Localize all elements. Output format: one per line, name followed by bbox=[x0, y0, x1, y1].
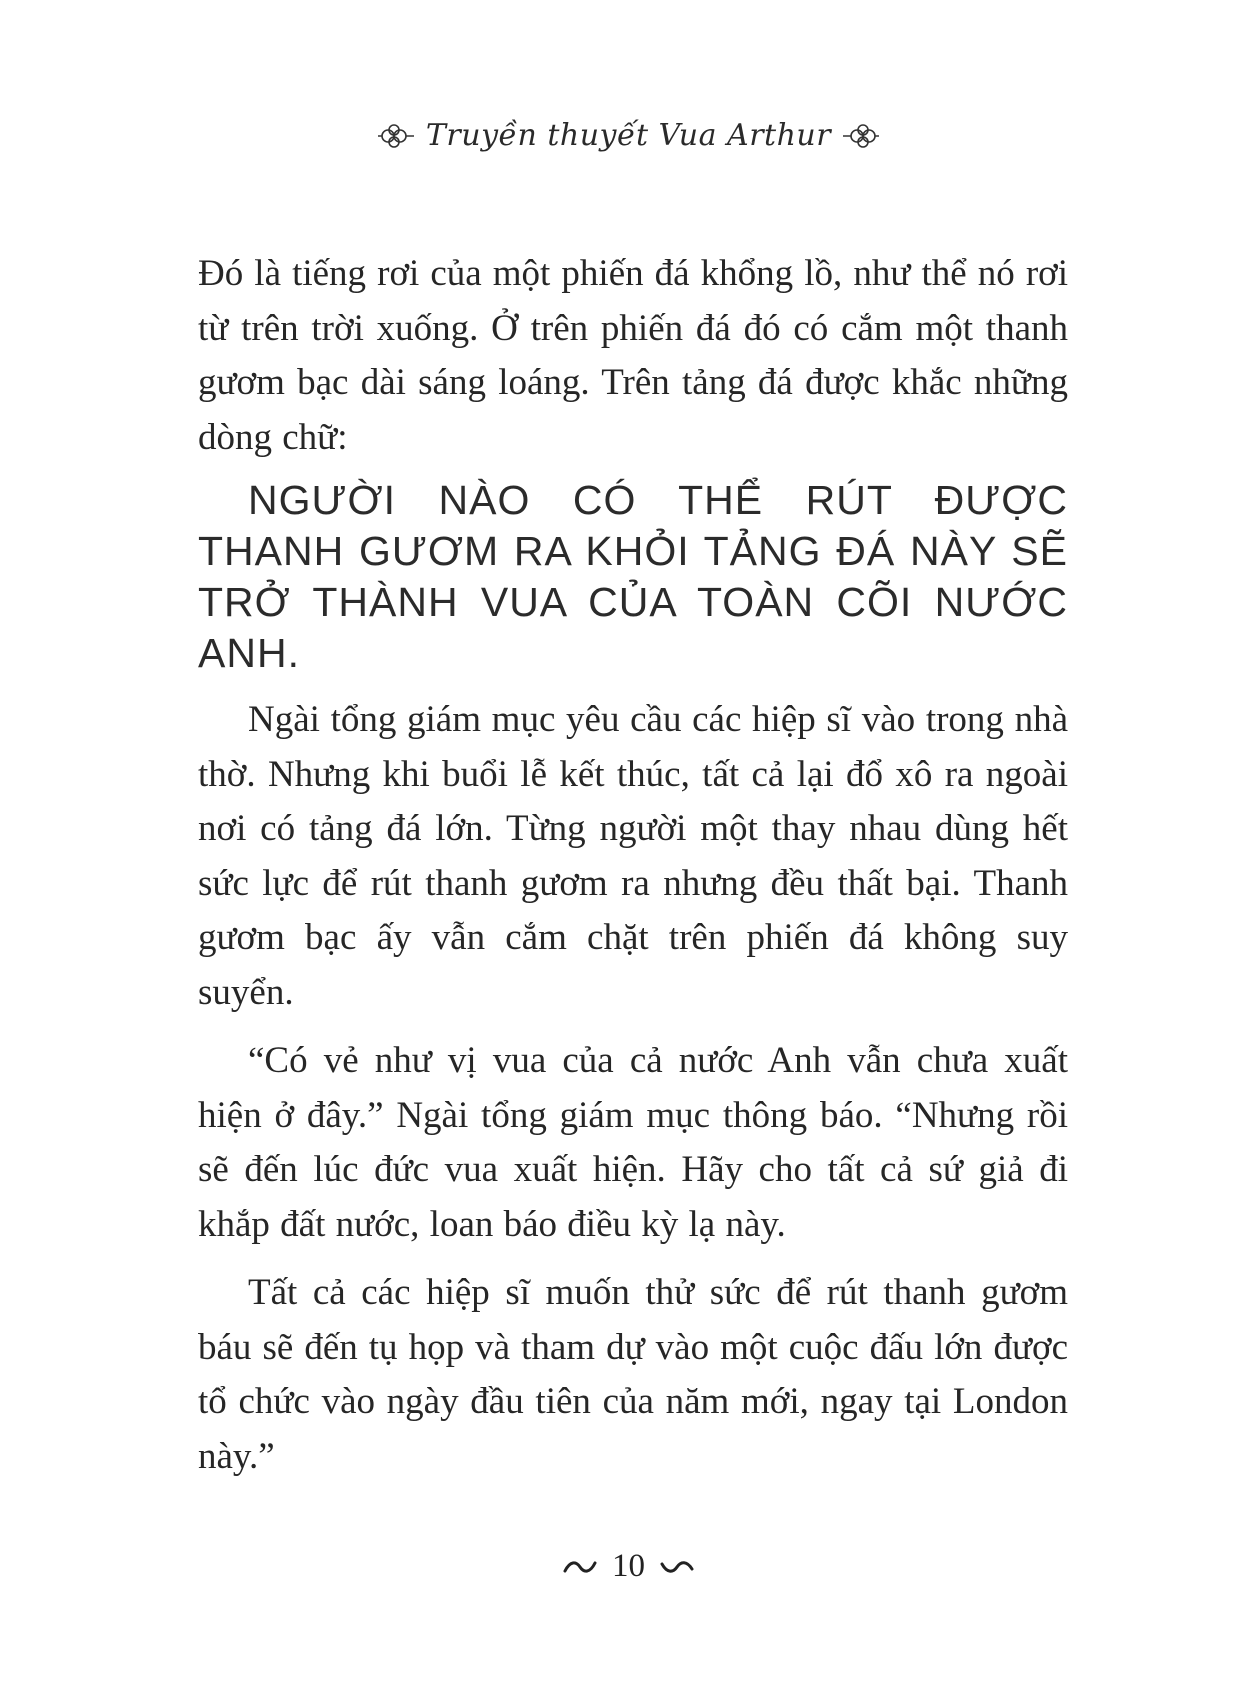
paragraph: “Có vẻ như vị vua của cả nước Anh vẫn chưa xuất hiện ở đây.” Ngài tổng giám mục thông báo. “Nhưng rồi sẽ đến lúc đức vua xuất hiện. Hãy cho tất cả sứ giả đi khắp đất nước, loan báo điều kỳ lạ này. bbox=[198, 1040, 1068, 1245]
swash-left-icon bbox=[562, 1556, 598, 1578]
running-header bbox=[0, 118, 1257, 153]
knot-ornament-icon bbox=[376, 122, 416, 150]
paragraph: Tất cả các hiệp sĩ muốn thử sức để rút thanh gươm báu sẽ đến tụ họp và tham dự vào một cuộc đấu lớn được tổ chức vào ngày đầu tiên của năm mới, ngay tại London này.” bbox=[198, 1272, 1068, 1477]
knot-ornament-icon bbox=[841, 122, 881, 150]
swash-right-icon bbox=[659, 1556, 695, 1578]
running-title: Truyền thuyết Vua Arthur bbox=[425, 118, 832, 153]
paragraph: Ngài tổng giám mục yêu cầu các hiệp sĩ vào trong nhà thờ. Nhưng khi buổi lễ kết thúc, tất cả lại đổ xô ra ngoài nơi có tảng đá lớn. Từng người một thay nhau dùng hết sức lực để rút thanh gươm ra nhưng đều thất bại. Thanh gươm bạc ấy vẫn cắm chặt trên phiến đá không suy suyển. bbox=[198, 699, 1068, 1013]
paragraph: Đó là tiếng rơi của một phiến đá khổng lồ, như thể nó rơi từ trên trời xuống. Ở trên phiến đá đó có cắm một thanh gươm bạc dài sáng loáng. Trên tảng đá được khắc những dòng chữ: bbox=[198, 253, 1068, 458]
sword-inscription: NGƯỜI NÀO CÓ THỂ RÚT ĐƯỢC THANH GƯƠM RA KHỎI TẢNG ĐÁ NÀY SẼ TRỞ THÀNH VUA CỦA TOÀN CÕI NƯỚC ANH. bbox=[198, 477, 1068, 676]
body-text bbox=[198, 247, 1068, 1484]
page-footer bbox=[0, 1548, 1257, 1585]
page-number: 10 bbox=[612, 1548, 645, 1584]
